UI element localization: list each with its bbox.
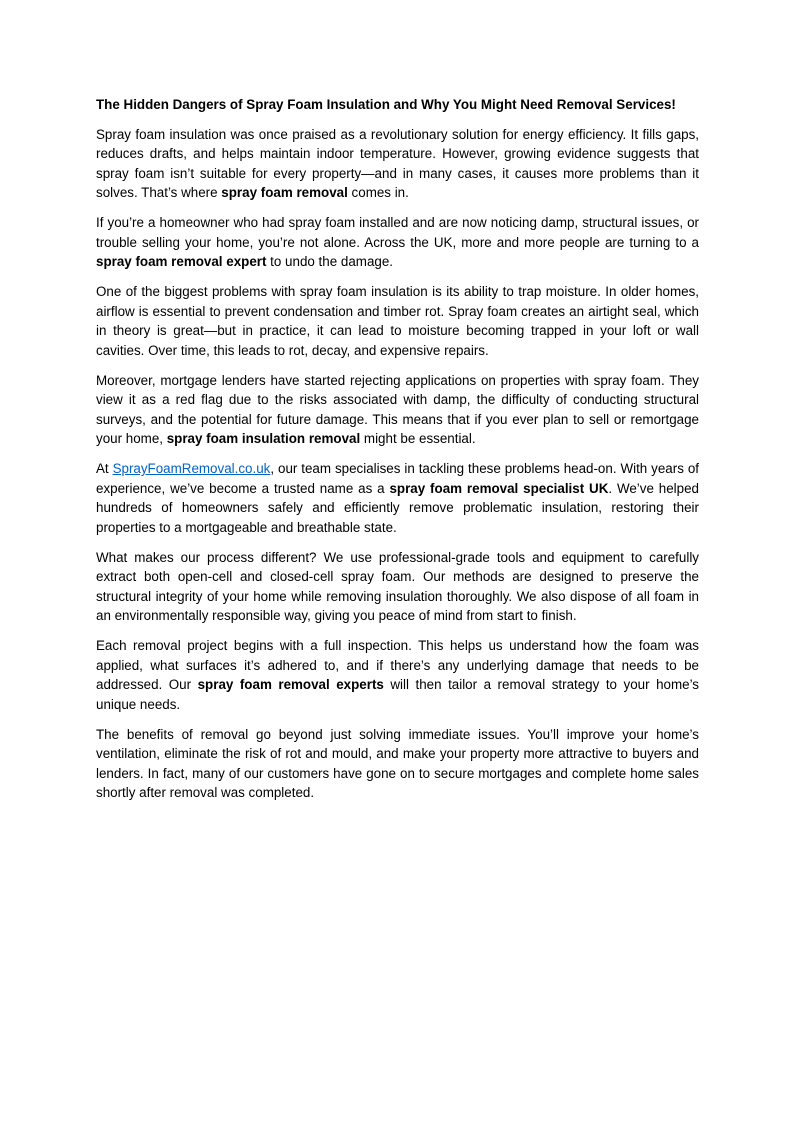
website-link[interactable]: SprayFoamRemoval.co.uk <box>112 461 271 476</box>
paragraph-5-text-d: . We’ve helped hundreds of homeowners safely and efficiently remove problematic insulation, restoring their properties to a mortgageable and breathable state. <box>96 480 699 535</box>
paragraph-7-bold: spray foam removal experts <box>197 677 384 692</box>
paragraph-7-text-a: Each removal project begins with a full inspection. This helps us understand how the foam was applied, what surfaces it’s adhered to, and if there’s any underlying damage that needs to be addressed. Our <box>96 638 699 692</box>
paragraph-2-text-c: to undo the damage. <box>266 254 394 269</box>
paragraph-1-bold: spray foam removal <box>221 185 348 200</box>
paragraph-5-text-a: At <box>96 461 113 476</box>
paragraph-5 <box>96 459 699 537</box>
paragraph-8: The benefits of removal go beyond just solving immediate issues. You’ll improve your home’s ventilation, eliminate the risk of rot and mould, and make your property more attractive to buyers and lenders. In fact, many of our customers have gone on to secure mortgages and complete home sales shortly after removal was completed. <box>96 726 699 800</box>
paragraph-5-text-b: , our team specialises in tackling these problems head-on. With years of experience, we’ve become a trusted name as a <box>96 461 699 496</box>
paragraph-2 <box>96 213 699 272</box>
article-title: The Hidden Dangers of Spray Foam Insulation and Why You Might Need Removal Services! <box>96 97 676 112</box>
paragraph-2-bold: spray foam removal expert <box>96 254 267 269</box>
paragraph-6: What makes our process different? We use professional-grade tools and equipment to carefully extract both open-cell and closed-cell spray foam. Our methods are designed to preserve the structural integrity of your home while removing insulation thoroughly. We also dispose of all foam in an environmentally responsible way, giving you peace of mind from start to finish. <box>96 549 699 623</box>
document-page <box>96 95 699 803</box>
paragraph-3: One of the biggest problems with spray foam insulation is its ability to trap moisture. In older homes, airflow is essential to prevent condensation and timber rot. Spray foam creates an airtight seal, which in theory is great—but in practice, it can lead to moisture becoming trapped in your loft or wall cavities. Over time, this leads to rot, decay, and expensive repairs. <box>96 284 699 358</box>
paragraph-4-bold: spray foam insulation removal <box>166 431 361 446</box>
paragraph-5-bold: spray foam removal specialist UK <box>389 480 609 496</box>
paragraph-7-text-c: will then tailor a removal strategy to your home’s unique needs. <box>96 677 699 712</box>
paragraph-1-text-a: Spray foam insulation was once praised as a revolutionary solution for energy efficiency. It fills gaps, reduces drafts, and helps maintain indoor temperature. However, growing evidence suggests that spray foam isn’t suitable for every property—and in many cases, it causes more problems than it solves. That’s where <box>96 126 699 200</box>
paragraph-4 <box>96 371 699 449</box>
paragraph-4-text-c: might be essential. <box>360 431 476 446</box>
paragraph-1-text-c: comes in. <box>347 185 409 200</box>
paragraph-1 <box>96 125 699 203</box>
paragraph-2-text-a: If you’re a homeowner who had spray foam installed and are now noticing damp, structural issues, or trouble selling your home, you’re not alone. Across the UK, more and more people are turning to a <box>96 215 699 250</box>
paragraph-4-text-a: Moreover, mortgage lenders have started rejecting applications on properties with spray foam. They view it as a red flag due to the risks associated with damp, the difficulty of conducting structural surveys, and the potential for future damage. This means that if you ever plan to sell or remortgage your home, <box>96 372 699 446</box>
paragraph-7 <box>96 636 699 714</box>
